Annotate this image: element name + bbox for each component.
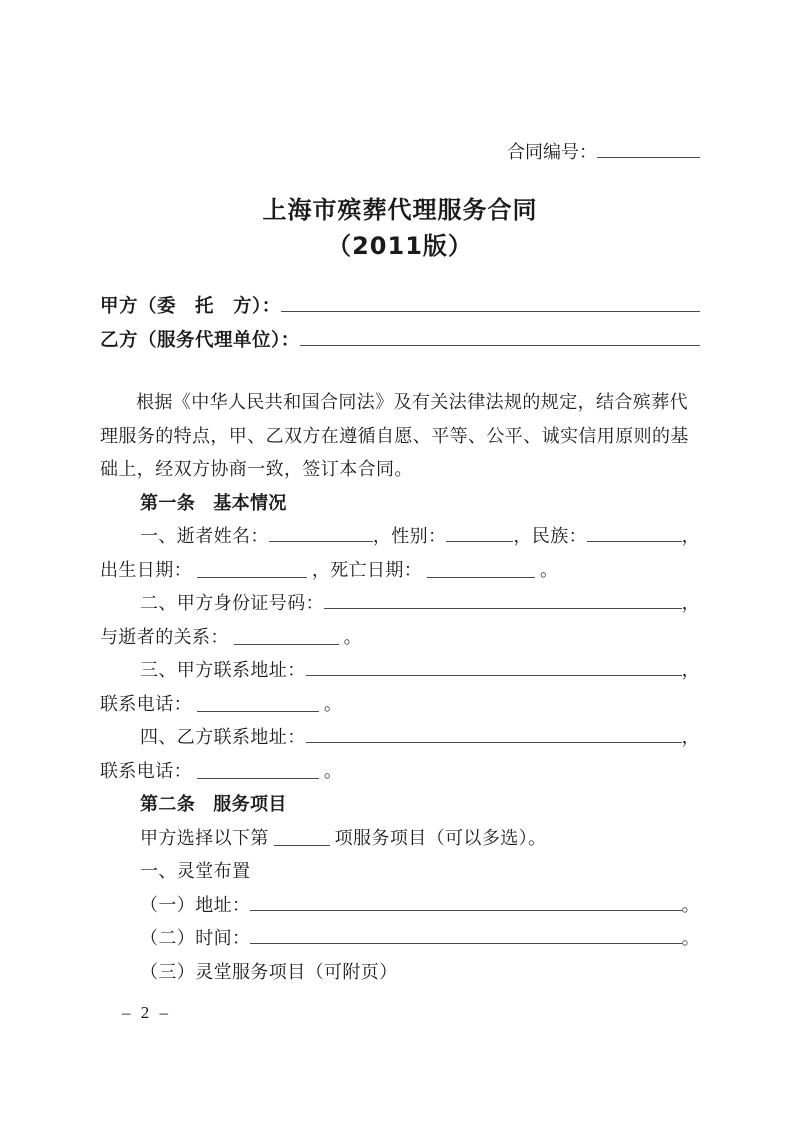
hall-time-label: （二）时间：: [140, 928, 251, 948]
gender-blank: [446, 539, 513, 542]
deceased-name-blank: [269, 539, 373, 542]
service-choice-label: 甲方选择以下第: [140, 827, 269, 848]
page-number: – 2 –: [122, 1003, 171, 1022]
party-b-phone-blank: [197, 776, 319, 779]
birth-date-label: 出生日期：: [100, 559, 192, 580]
party-b-phone-line: [100, 755, 700, 789]
article-1-heading: [100, 487, 700, 521]
line-end-period: 。: [681, 894, 700, 915]
contract-number-blank: [597, 155, 700, 158]
doc-body: [100, 386, 700, 989]
party-b-address-label: 四、乙方联系地址：: [140, 727, 306, 747]
line-end-comma: ，: [681, 526, 700, 546]
preamble-line-1: 根据《中华人民共和国合同法》及有关法律法规的规定，结合殡葬代: [136, 392, 688, 412]
line-end-period: 。: [323, 760, 343, 781]
relationship-line: [100, 621, 700, 655]
article-2-title: 服务项目: [213, 794, 287, 815]
birth-date-blank: [197, 575, 307, 578]
hall-address-label: （一）地址：: [140, 894, 251, 915]
line-end-comma: ，: [681, 660, 700, 680]
service-choice-line: [100, 822, 700, 856]
article-1-title: 基本情况: [213, 492, 287, 514]
article-2-number: 第二条: [140, 794, 196, 815]
death-date-blank: [427, 575, 535, 578]
party-a-blank: [281, 311, 700, 312]
party-a-phone-blank: [197, 709, 319, 712]
doc-title: 上海市殡葬代理服务合同: [262, 196, 538, 224]
party-b-address-line: [100, 721, 700, 755]
hall-service-items-line: （三）灵堂服务项目（可附页）: [140, 961, 398, 982]
relationship-blank: [234, 642, 339, 645]
line-end-comma: ，: [681, 727, 700, 747]
deceased-name-label: 一、逝者姓名：: [140, 526, 269, 546]
contract-number-label: 合同编号：: [507, 142, 597, 162]
party-a-address-blank: [306, 675, 682, 676]
line-end-period: 。: [540, 559, 559, 580]
id-number-blank: [324, 608, 682, 609]
service-item-number-blank: [274, 843, 330, 846]
party-b-blank: [300, 345, 700, 346]
line-end-period: 。: [681, 928, 700, 948]
hall-setup-heading: 一、灵堂布置: [140, 861, 251, 881]
doc-subtitle: （2011版）: [327, 232, 473, 260]
article-1-number: 第一条: [140, 492, 196, 514]
party-b-address-blank: [306, 742, 682, 743]
gender-label: ，性别：: [372, 526, 447, 546]
party-a-line: [100, 290, 700, 324]
deceased-info-line: [100, 520, 700, 554]
party-b-label: 乙方（服务代理单位）：: [100, 330, 300, 351]
party-b-line: [100, 324, 700, 358]
hall-time-line: [100, 922, 700, 956]
death-date-label: ，死亡日期：: [311, 559, 423, 580]
party-a-address-label: 三、甲方联系地址：: [140, 660, 306, 680]
party-b-phone-label: 联系电话：: [100, 760, 192, 781]
relationship-label: 与逝者的关系：: [100, 626, 229, 647]
id-number-line: [100, 587, 700, 621]
hall-address-blank: [250, 910, 681, 911]
party-a-phone-line: [100, 688, 700, 722]
line-end-period: 。: [323, 693, 343, 714]
party-a-phone-label: 联系电话：: [100, 693, 192, 714]
line-end-period: 。: [343, 626, 363, 647]
ethnicity-label: ，民族：: [513, 526, 588, 546]
line-end-comma: ，: [681, 593, 700, 613]
preamble-line-3: 础上，经双方协商一致，签订本合同。: [100, 459, 413, 479]
id-number-label: 二、甲方身份证号码：: [140, 593, 324, 613]
preamble-line-2: 理服务的特点，甲、乙双方在遵循自愿、平等、公平、诚实信用原则的基: [100, 425, 689, 446]
service-choice-suffix: 项服务项目（可以多选）。: [334, 827, 547, 848]
party-a-address-line: [100, 654, 700, 688]
dates-line: [100, 554, 700, 588]
hall-address-line: [100, 889, 700, 923]
ethnicity-blank: [587, 541, 682, 542]
hall-time-blank: [250, 943, 681, 944]
contract-number-line: [100, 138, 700, 166]
party-a-label: 甲方（委 托 方）：: [100, 296, 281, 317]
article-2-heading: [100, 788, 700, 822]
